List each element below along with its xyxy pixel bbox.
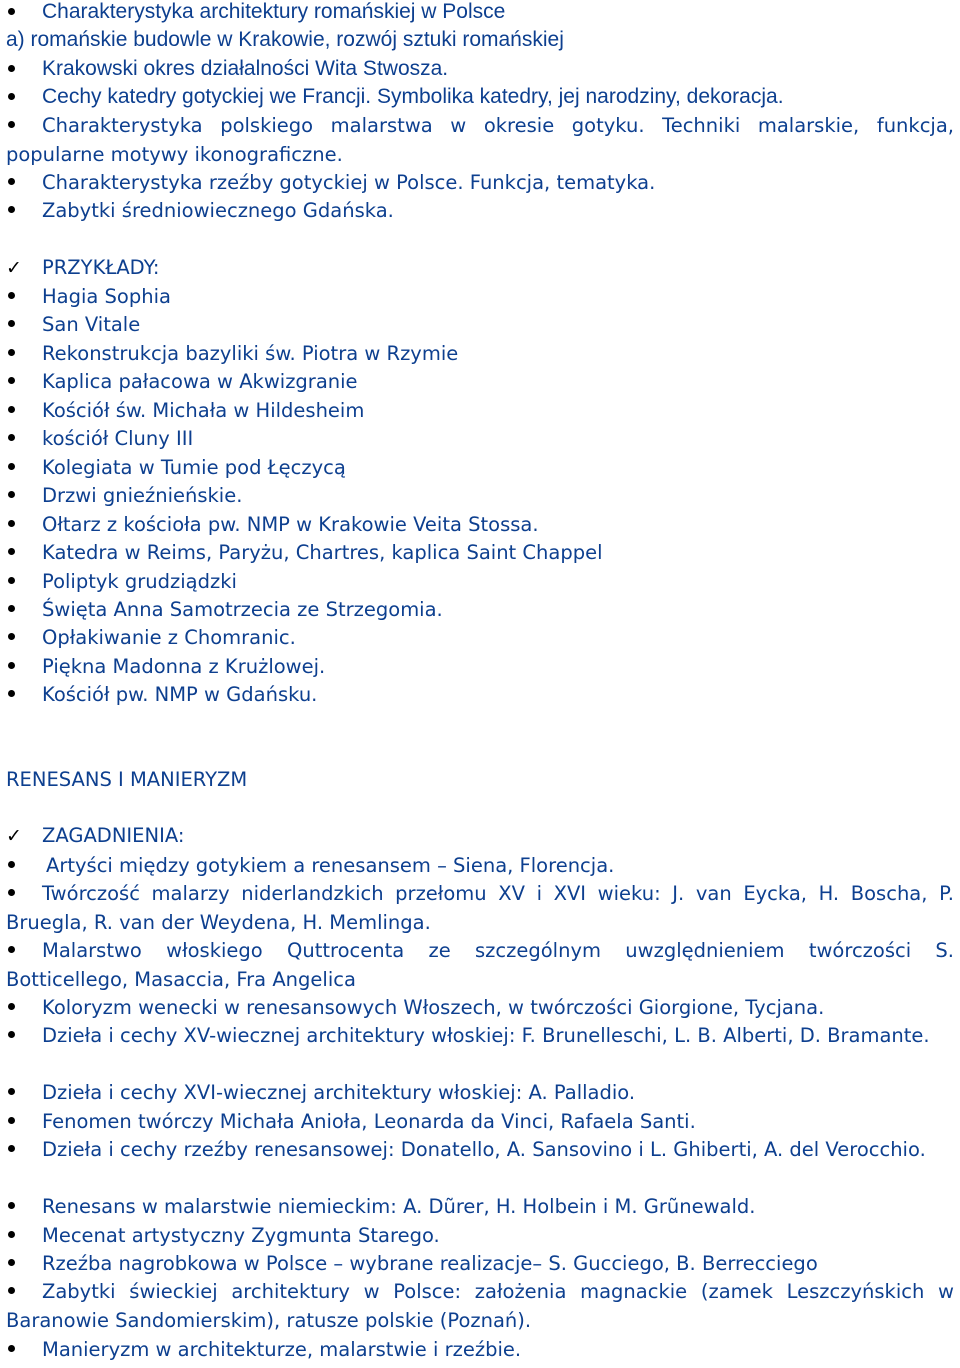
bullet-dot-icon — [6, 1108, 28, 1137]
bullet-dot-icon — [6, 1250, 28, 1279]
examples-heading: ✓ PRZYKŁADY: — [6, 254, 954, 283]
bullet-dot-icon — [6, 1278, 28, 1307]
example-item: Hagia Sophia — [6, 283, 954, 312]
bullet-dot-icon — [6, 1022, 28, 1051]
bullet-dot-icon — [6, 1193, 28, 1222]
bullet-dot-icon — [6, 994, 28, 1023]
bullet-dot-icon — [6, 197, 28, 226]
bullet-dot-icon — [6, 568, 28, 597]
bullet-dot-icon — [6, 880, 28, 909]
bullet-dot-icon — [6, 1079, 28, 1108]
list-item: Charakterystyka rzeźby gotyckiej w Polsce. Funkcja, tematyka. — [6, 169, 954, 198]
bullet-dot-icon — [6, 1336, 28, 1365]
bullet-dot-icon — [6, 681, 28, 710]
list-item: Twórczość malarzy niderlandzkich przełomu XV i XVI wieku: J. van Eycka, H. Boscha, P. Bruegla, R. van der Weydena, H. Memlinga. — [6, 882, 954, 934]
bullet-dot-icon — [6, 112, 28, 141]
list-item: Charakterystyka architektury romańskiej w Polsce — [6, 0, 954, 27]
example-item: kościół Cluny III — [6, 425, 954, 454]
list-item: Dzieła i cechy XVI-wiecznej architektury włoskiej: A. Palladio. — [6, 1079, 954, 1108]
example-item: Rekonstrukcja bazyliki św. Piotra w Rzymie — [6, 340, 954, 369]
section-title: RENESANS I MANIERYZM — [6, 768, 248, 791]
example-item: Drzwi gnieźnieńskie. — [6, 482, 954, 511]
bullet-dot-icon — [6, 653, 28, 682]
list-item: Manieryzm w architekturze, malarstwie i rzeźbie. — [6, 1336, 954, 1365]
bullet-dot-icon — [6, 340, 28, 369]
example-item: San Vitale — [6, 311, 954, 340]
bullet-dot-icon — [6, 1222, 28, 1251]
bullet-dot-icon — [6, 937, 28, 966]
check-mark-icon: ✓ — [6, 825, 22, 847]
bullet-dot-icon — [6, 283, 28, 312]
bullet-dot-icon — [6, 425, 28, 454]
list-item: Zabytki średniowiecznego Gdańska. — [6, 197, 954, 226]
check-mark-icon: ✓ — [6, 257, 22, 279]
bullet-dot-icon — [6, 454, 28, 483]
example-item: Piękna Madonna z Krużlowej. — [6, 653, 954, 682]
bullet-dot-icon — [6, 539, 28, 568]
bullet-dot-icon — [6, 596, 28, 625]
bullet-dot-icon — [6, 852, 28, 881]
list-item: Charakterystyka polskiego malarstwa w okresie gotyku. Techniki malarskie, funkcja, popularne motywy ikonograficzne. — [6, 114, 954, 166]
bullet-dot-icon — [6, 55, 28, 84]
example-item: Święta Anna Samotrzecia ze Strzegomia. — [6, 596, 954, 625]
example-item: Katedra w Reims, Paryżu, Chartres, kaplica Saint Chappel — [6, 539, 954, 568]
list-item: Zabytki świeckiej architektury w Polsce: założenia magnackie (zamek Leszczyńskich w Baranowie Sandomierskim), ratusze polskie (Poznań). — [6, 1280, 954, 1332]
list-item: Dzieła i cechy rzeźby renesansowej: Donatello, A. Sansovino i L. Ghiberti, A. del Verocchio. — [6, 1136, 954, 1165]
list-item: Cechy katedry gotyckiej we Francji. Symbolika katedry, jej narodziny, dekoracja. — [6, 83, 954, 112]
list-item: Artyści między gotykiem a renesansem – Siena, Florencja. — [6, 852, 954, 881]
list-item: Mecenat artystyczny Zygmunta Starego. — [6, 1222, 954, 1251]
bullet-dot-icon — [6, 0, 28, 27]
example-item: Ołtarz z kościoła pw. NMP w Krakowie Veita Stossa. — [6, 511, 954, 540]
bullet-dot-icon — [6, 397, 28, 426]
topics-heading: ✓ ZAGADNIENIA: — [6, 822, 954, 851]
list-item: Dzieła i cechy XV-wiecznej architektury włoskiej: F. Brunelleschi, L. B. Alberti, D. Bramante. — [6, 1022, 954, 1051]
list-item: Rzeźba nagrobkowa w Polsce – wybrane realizacje– S. Gucciego, B. Berrecciego — [6, 1250, 954, 1279]
bullet-dot-icon — [6, 511, 28, 540]
example-item: Kaplica pałacowa w Akwizgranie — [6, 368, 954, 397]
example-item: Kościół św. Michała w Hildesheim — [6, 397, 954, 426]
list-item: Krakowski okres działalności Wita Stwosza. — [6, 55, 954, 84]
list-item: a) romańskie budowle w Krakowie, rozwój sztuki romańskiej — [6, 28, 564, 51]
bullet-dot-icon — [6, 482, 28, 511]
bullet-dot-icon — [6, 169, 28, 198]
bullet-dot-icon — [6, 83, 28, 112]
list-item: Malarstwo włoskiego Quttrocenta ze szczególnym uwzględnieniem twórczości S. Botticellego, Masaccia, Fra Angelica — [6, 939, 954, 991]
list-item: Fenomen twórczy Michała Anioła, Leonarda da Vinci, Rafaela Santi. — [6, 1108, 954, 1137]
bullet-dot-icon — [6, 624, 28, 653]
bullet-dot-icon — [6, 311, 28, 340]
example-item: Kościół pw. NMP w Gdańsku. — [6, 681, 954, 710]
bullet-dot-icon — [6, 1136, 28, 1165]
example-item: Opłakiwanie z Chomranic. — [6, 624, 954, 653]
list-item: Renesans w malarstwie niemieckim: A. Dũrer, H. Holbein i M. Grũnewald. — [6, 1193, 954, 1222]
list-item: Koloryzm wenecki w renesansowych Włoszech, w twórczości Giorgione, Tycjana. — [6, 994, 954, 1023]
example-item: Kolegiata w Tumie pod Łęczycą — [6, 454, 954, 483]
example-item: Poliptyk grudziądzki — [6, 568, 954, 597]
bullet-dot-icon — [6, 368, 28, 397]
